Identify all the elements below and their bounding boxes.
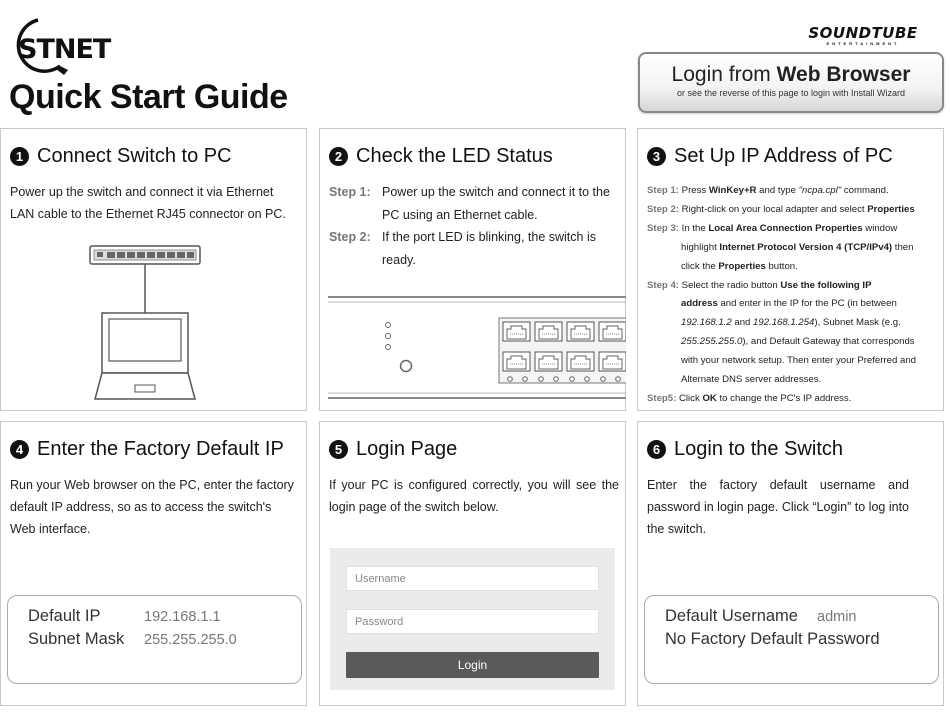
reset-button-icon <box>401 361 412 372</box>
step-number: 2 <box>329 147 348 166</box>
step-line: 192.168.1.2 and 192.168.1.254), Subnet Mask (e.g. <box>681 317 901 329</box>
led-indicators <box>386 323 391 350</box>
step-line: address and enter in the IP for the PC (in between <box>681 298 897 310</box>
brand-subtitle: ENTERTAINMENT <box>826 41 900 46</box>
step-line: Alternate DNS server addresses. <box>681 374 822 386</box>
default-username-value: admin <box>817 609 857 625</box>
panel-connect-switch <box>0 128 307 411</box>
switch-icon <box>90 246 200 264</box>
login-button[interactable]: Login <box>346 652 599 678</box>
step-label: Step 2: <box>329 230 371 244</box>
step-line: Step 4: Select the radio button Use the following IP <box>647 279 872 291</box>
panel-title: 3 Set Up IP Address of PC <box>647 145 893 168</box>
step-line: highlight Internet Protocol Version 4 (TCP/IPv4) then <box>681 241 914 253</box>
default-ip-label: Default IP <box>28 607 101 625</box>
step-text: Power up the switch and connect it to the PC using an Ethernet cable. <box>382 185 610 222</box>
login-method-subtitle: or see the reverse of this page to login with Install Wizard <box>676 88 906 98</box>
stnet-logo <box>8 12 118 76</box>
panel-title: 2 Check the LED Status <box>329 145 553 168</box>
default-ip-row <box>28 607 100 626</box>
logo-text: STNET <box>18 34 111 65</box>
laptop-icon <box>95 313 195 399</box>
default-ip-box <box>7 595 302 684</box>
subnet-mask-value: 255.255.255.0 <box>144 632 237 648</box>
default-username-label: Default Username <box>665 607 798 625</box>
panel-setup-ip <box>637 128 944 411</box>
step-label: Step 1: <box>329 185 371 199</box>
password-input[interactable]: Password <box>346 609 599 634</box>
panel-factory-default-ip <box>0 421 307 706</box>
step-line: Step 3: In the Local Area Connection Properties window <box>647 222 898 234</box>
panel-text: Run your Web browser on the PC, enter the factory default IP address, so as to access the switch's Web interface. <box>10 478 294 536</box>
led-steps <box>329 181 619 271</box>
panel-login-page <box>319 421 626 706</box>
brand-logo <box>788 25 938 47</box>
default-ip-value: 192.168.1.1 <box>144 609 221 625</box>
panel-text: Power up the switch and connect it via Ethernet LAN cable to the Ethernet RJ45 connector on PC. <box>10 185 286 221</box>
step-number: 1 <box>10 147 29 166</box>
username-input[interactable]: Username <box>346 566 599 591</box>
switch-front-panel-illustration <box>328 295 626 403</box>
panel-title: 5 Login Page <box>329 438 457 461</box>
login-method-banner <box>638 52 944 113</box>
ip-setup-steps <box>647 182 939 409</box>
panel-title: 4 Enter the Factory Default IP <box>10 438 284 461</box>
step-line: click the Properties button. <box>681 260 798 272</box>
login-method-title: Login from Web Browser <box>671 63 911 86</box>
step-line: 255.255.255.0), and Default Gateway that corresponds <box>681 336 915 348</box>
default-credentials-box <box>644 595 939 684</box>
step-number: 6 <box>647 440 666 459</box>
login-form-mock <box>330 548 615 690</box>
panel-text: Enter the factory default username and password in login page. Click “Login” to log into the switch. <box>647 478 909 536</box>
step-line: Step 1: Press WinKey+R and type "ncpa.cpl" command. <box>647 185 889 196</box>
step-row <box>329 226 619 271</box>
page-title: Quick Start Guide <box>9 78 288 116</box>
step-number: 3 <box>647 147 666 166</box>
step-line: with your network setup. Then enter your Preferred and <box>681 355 916 367</box>
switch-to-laptop-illustration <box>83 243 205 403</box>
panel-title: 6 Login to the Switch <box>647 438 843 461</box>
panel-text: If your PC is configured correctly, you will see the login page of the switch below. <box>329 478 619 514</box>
step-line: Step 2: Right-click on your local adapter and select Properties <box>647 203 915 215</box>
step-text: If the port LED is blinking, the switch is ready. <box>382 230 596 267</box>
panel-title: 1 Connect Switch to PC <box>10 145 232 168</box>
step-number: 4 <box>10 440 29 459</box>
subnet-mask-label: Subnet Mask <box>28 630 125 648</box>
step-line: Step5: Click OK to change the PC's IP address. <box>647 392 852 404</box>
panel-login-switch <box>637 421 944 706</box>
no-default-password-label: No Factory Default Password <box>665 630 880 648</box>
step-number: 5 <box>329 440 348 459</box>
subnet-mask-row <box>28 630 124 649</box>
brand-name: SOUNDTUBE <box>808 24 918 42</box>
panel-led-status <box>319 128 626 411</box>
step-row <box>329 181 619 226</box>
